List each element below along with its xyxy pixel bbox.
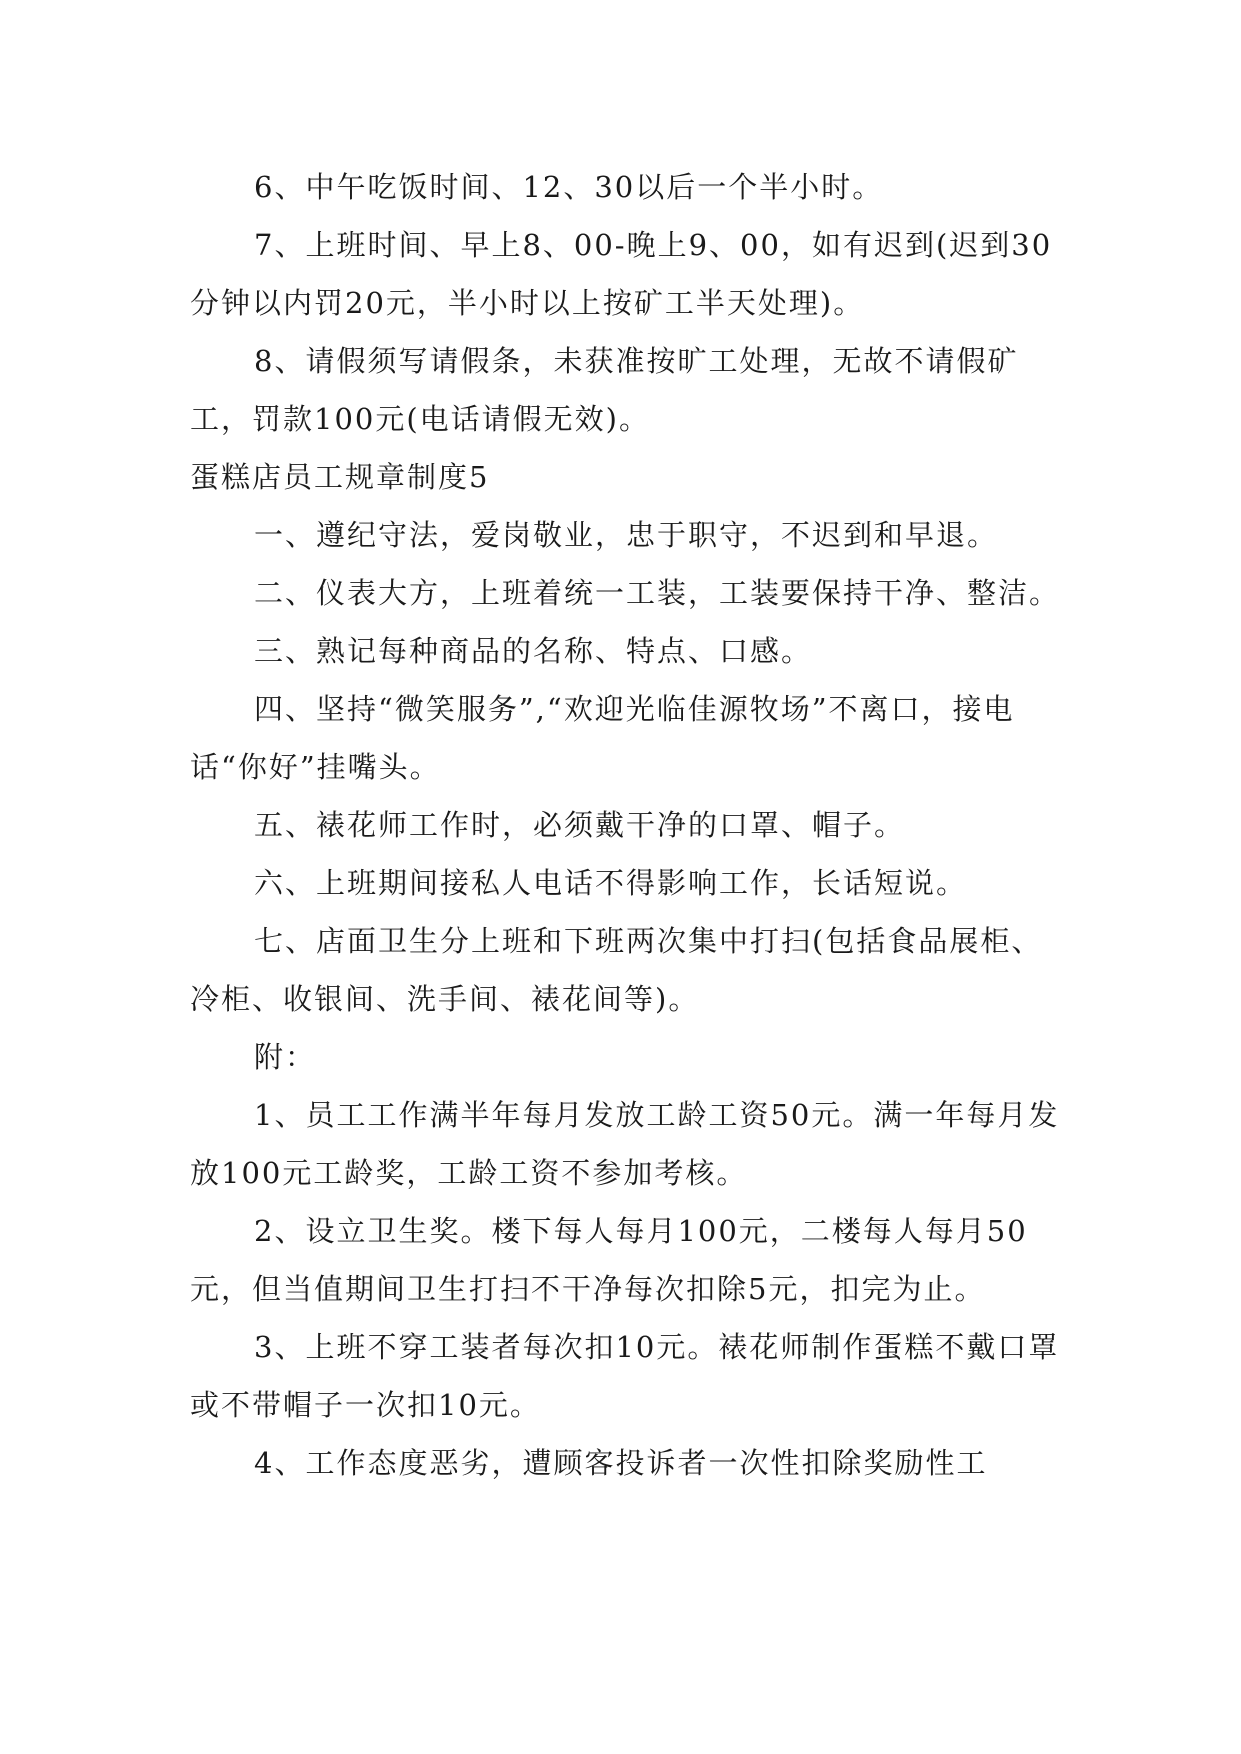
rule-item-4: 四、坚持“微笑服务”,“欢迎光临佳源牧场”不离口，接电话“你好”挂嘴头。 — [190, 692, 1015, 784]
appendix-item-1: 1、员工工作满半年每月发放工龄工资50元。满一年每月发放100元工龄奖，工龄工资不参加考核。 — [190, 1098, 1060, 1190]
rule-item-5: 五、裱花师工作时，必须戴干净的口罩、帽子。 — [254, 808, 906, 842]
rule-item-7: 七、店面卫生分上班和下班两次集中打扫(包括食品展柜、冷柜、收银间、洗手间、裱花间等)。 — [190, 924, 1043, 1016]
appendix-item-3: 3、上班不穿工装者每次扣10元。裱花师制作蛋糕不戴口罩或不带帽子一次扣10元。 — [190, 1330, 1060, 1422]
paragraph-lunch-time: 6、中午吃饭时间、12、30以后一个半小时。 — [254, 170, 884, 204]
rule-item-1: 一、遵纪守法，爱岗敬业，忠于职守，不迟到和早退。 — [254, 518, 999, 552]
paragraph-leave-request: 8、请假须写请假条，未获准按旷工处理，无故不请假矿工，罚款100元(电话请假无效)。 — [190, 344, 1019, 436]
rule-item-2: 二、仪表大方，上班着统一工装，工装要保持干净、整洁。 — [254, 576, 1061, 610]
paragraph-work-hours: 7、上班时间、早上8、00-晚上9、00，如有迟到(迟到30分钟以内罚20元，半小时以上按矿工半天处理)。 — [190, 228, 1053, 320]
appendix-label: 附： — [254, 1040, 317, 1074]
appendix-item-2: 2、设立卫生奖。楼下每人每月100元，二楼每人每月50元，但当值期间卫生打扫不干净每次扣除5元，扣完为止。 — [190, 1214, 1028, 1306]
rule-item-6: 六、上班期间接私人电话不得影响工作，长话短说。 — [254, 866, 968, 900]
rule-item-3: 三、熟记每种商品的名称、特点、口感。 — [254, 634, 813, 668]
section-heading: 蛋糕店员工规章制度5 — [190, 460, 490, 494]
appendix-item-4: 4、工作态度恶劣，遭顾客投诉者一次性扣除奖励性工 — [254, 1446, 988, 1480]
document-body — [190, 158, 1070, 1492]
